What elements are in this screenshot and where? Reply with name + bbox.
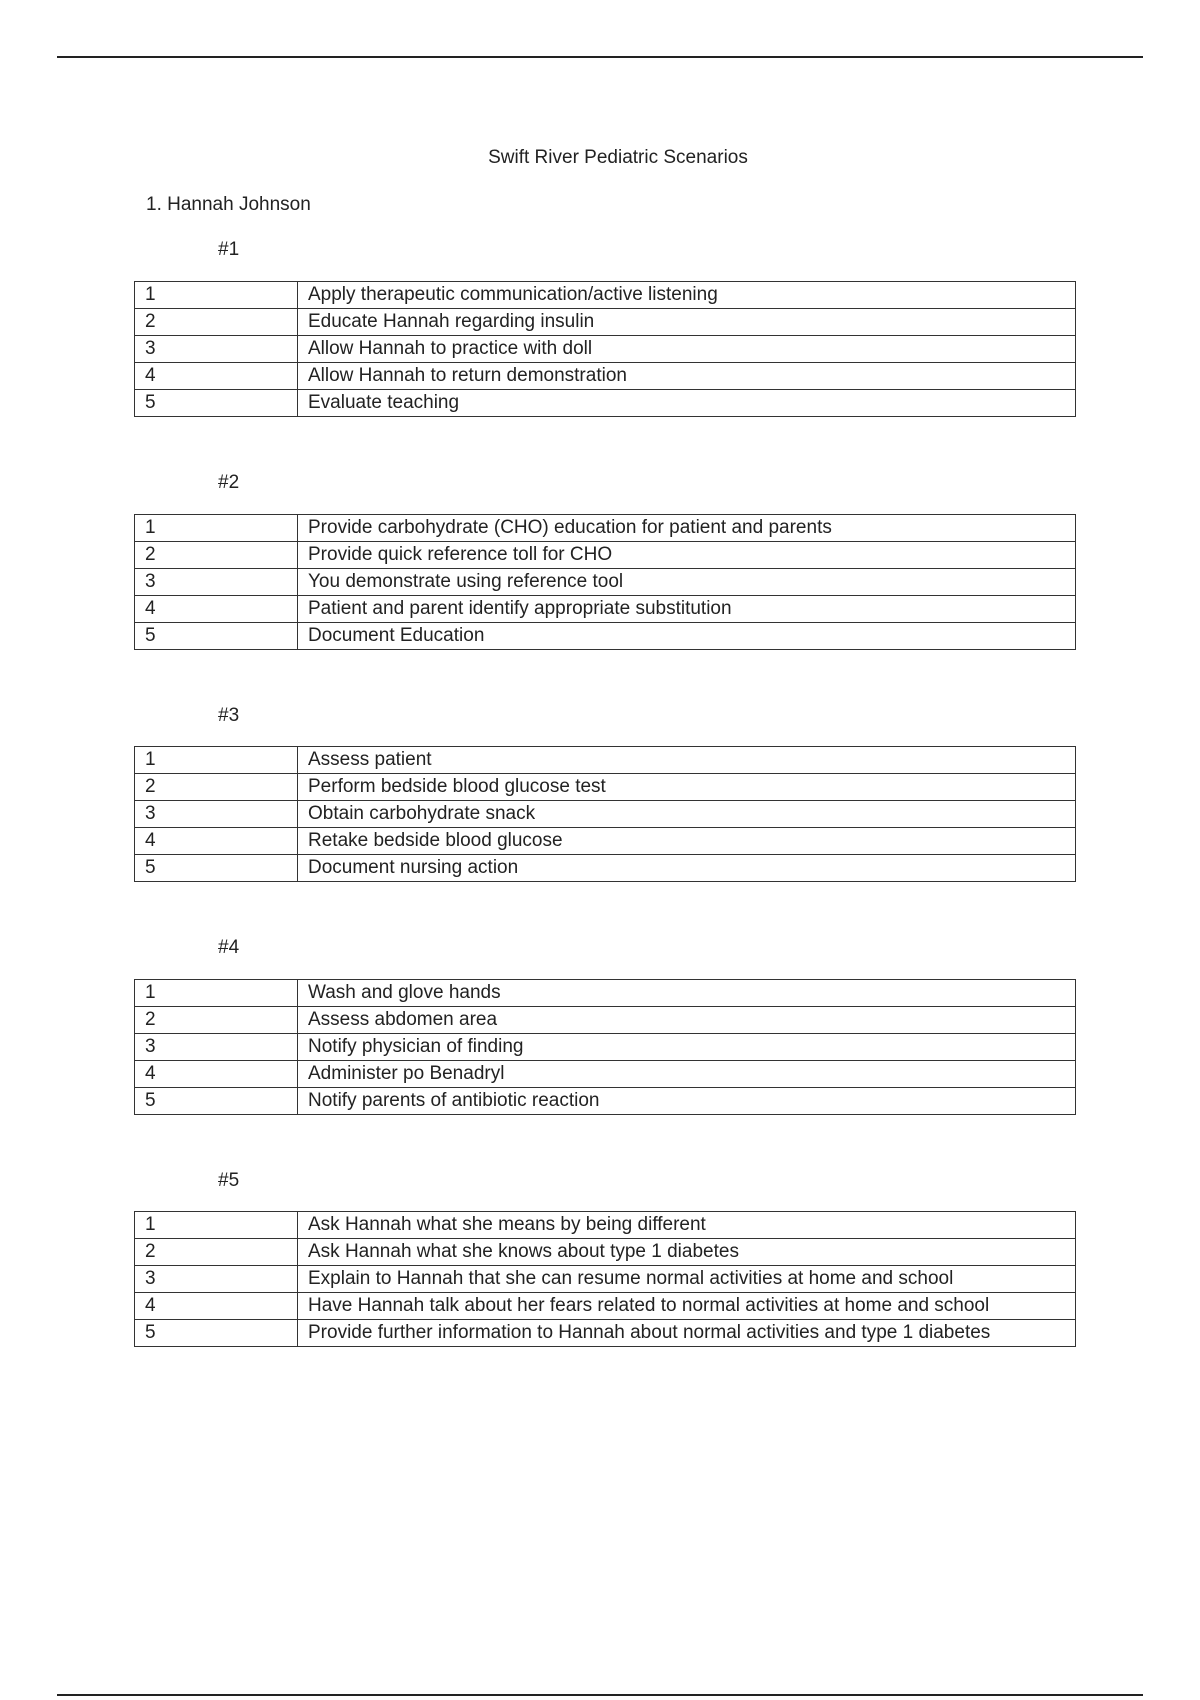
step-action: Notify physician of finding: [298, 1034, 1076, 1061]
step-action: Obtain carbohydrate snack: [298, 801, 1076, 828]
step-action: Document nursing action: [298, 855, 1076, 882]
step-number: 2: [135, 309, 298, 336]
table-row: [135, 596, 1076, 623]
step-number: 3: [135, 1034, 298, 1061]
scenario-heading-2: #2: [218, 472, 240, 493]
step-action: Evaluate teaching: [298, 390, 1076, 417]
step-number: 5: [135, 1320, 298, 1347]
table-row: [135, 828, 1076, 855]
footer-rule: [57, 1694, 1143, 1696]
step-number: 4: [135, 1061, 298, 1088]
step-action: Provide carbohydrate (CHO) education for patient and parents: [298, 515, 1076, 542]
table-row: [135, 515, 1076, 542]
step-action: Allow Hannah to practice with doll: [298, 336, 1076, 363]
step-action: Have Hannah talk about her fears related to normal activities at home and school: [298, 1293, 1076, 1320]
step-number: 1: [135, 515, 298, 542]
step-action: Document Education: [298, 623, 1076, 650]
step-action: Wash and glove hands: [298, 980, 1076, 1007]
step-action: Assess abdomen area: [298, 1007, 1076, 1034]
scenario-heading-1: #1: [218, 239, 240, 260]
table-row: [135, 1034, 1076, 1061]
step-number: 5: [135, 390, 298, 417]
scenario-table-2: [134, 514, 1076, 650]
scenario-heading-5: #5: [218, 1170, 240, 1191]
step-action: Ask Hannah what she knows about type 1 diabetes: [298, 1239, 1076, 1266]
table-row: [135, 390, 1076, 417]
step-action: Allow Hannah to return demonstration: [298, 363, 1076, 390]
step-action: Apply therapeutic communication/active listening: [298, 282, 1076, 309]
step-action: Notify parents of antibiotic reaction: [298, 1088, 1076, 1115]
step-number: 3: [135, 336, 298, 363]
scenario-heading-3: #3: [218, 705, 240, 726]
patient-heading: 1. Hannah Johnson: [146, 194, 311, 215]
step-number: 2: [135, 774, 298, 801]
step-action: Ask Hannah what she means by being different: [298, 1212, 1076, 1239]
step-number: 4: [135, 363, 298, 390]
table-row: [135, 569, 1076, 596]
table-row: [135, 1061, 1076, 1088]
table-row: [135, 980, 1076, 1007]
table-row: [135, 1088, 1076, 1115]
step-action: Provide further information to Hannah about normal activities and type 1 diabetes: [298, 1320, 1076, 1347]
step-number: 2: [135, 542, 298, 569]
table-row: [135, 774, 1076, 801]
scenario-table-3: [134, 746, 1076, 882]
step-number: 5: [135, 623, 298, 650]
step-number: 1: [135, 1212, 298, 1239]
step-action: Retake bedside blood glucose: [298, 828, 1076, 855]
table-row: [135, 855, 1076, 882]
table-row: [135, 623, 1076, 650]
table-row: [135, 1320, 1076, 1347]
step-action: Assess patient: [298, 747, 1076, 774]
step-action: You demonstrate using reference tool: [298, 569, 1076, 596]
step-number: 5: [135, 1088, 298, 1115]
step-number: 1: [135, 747, 298, 774]
table-row: [135, 1239, 1076, 1266]
step-action: Explain to Hannah that she can resume normal activities at home and school: [298, 1266, 1076, 1293]
table-row: [135, 801, 1076, 828]
scenario-table-4: [134, 979, 1076, 1115]
step-number: 3: [135, 569, 298, 596]
step-number: 2: [135, 1007, 298, 1034]
table-row: [135, 309, 1076, 336]
table-row: [135, 747, 1076, 774]
step-number: 3: [135, 801, 298, 828]
step-number: 3: [135, 1266, 298, 1293]
header-rule: [57, 56, 1143, 58]
table-row: [135, 1212, 1076, 1239]
table-row: [135, 1266, 1076, 1293]
document-title: Swift River Pediatric Scenarios: [488, 147, 748, 168]
step-number: 2: [135, 1239, 298, 1266]
step-number: 4: [135, 828, 298, 855]
table-row: [135, 542, 1076, 569]
table-row: [135, 1293, 1076, 1320]
step-number: 1: [135, 980, 298, 1007]
step-number: 4: [135, 1293, 298, 1320]
step-action: Provide quick reference toll for CHO: [298, 542, 1076, 569]
scenario-table-1: [134, 281, 1076, 417]
step-action: Administer po Benadryl: [298, 1061, 1076, 1088]
scenario-heading-4: #4: [218, 937, 240, 958]
table-row: [135, 282, 1076, 309]
table-row: [135, 363, 1076, 390]
step-action: Patient and parent identify appropriate substitution: [298, 596, 1076, 623]
step-number: 4: [135, 596, 298, 623]
step-action: Educate Hannah regarding insulin: [298, 309, 1076, 336]
step-number: 5: [135, 855, 298, 882]
step-action: Perform bedside blood glucose test: [298, 774, 1076, 801]
step-number: 1: [135, 282, 298, 309]
table-row: [135, 336, 1076, 363]
table-row: [135, 1007, 1076, 1034]
scenario-table-5: [134, 1211, 1076, 1347]
